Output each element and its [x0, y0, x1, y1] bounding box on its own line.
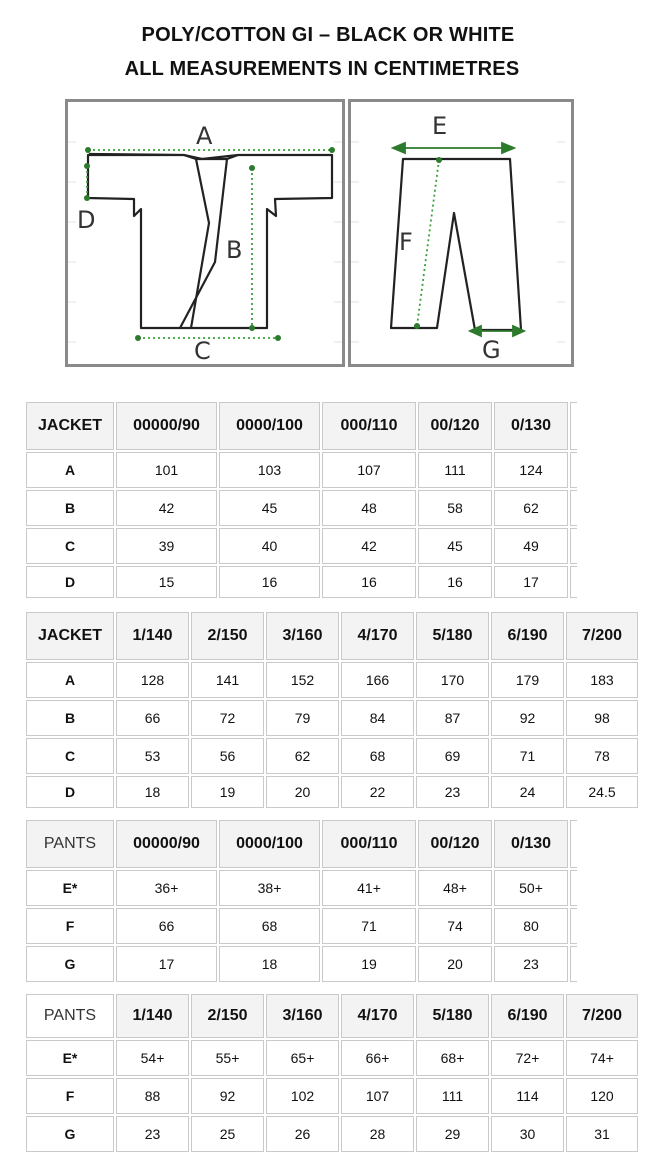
cell: 114 [491, 1078, 564, 1114]
table-edge [570, 566, 577, 598]
cell: 72+ [491, 1040, 564, 1076]
cell: 62 [494, 490, 568, 526]
cell: 66+ [341, 1040, 414, 1076]
table-edge [570, 820, 577, 868]
row-label: F [26, 1078, 114, 1114]
cell: 42 [116, 490, 217, 526]
cell: 74+ [566, 1040, 638, 1076]
title-line-1: POLY/COTTON GI – BLACK OR WHITE [141, 24, 515, 46]
cell: 120 [566, 1078, 638, 1114]
column-header: 2/150 [191, 612, 264, 660]
cell: 87 [416, 700, 489, 736]
table-edge [570, 946, 577, 982]
table-row [26, 946, 577, 982]
column-header: 3/160 [266, 994, 339, 1038]
table-edge [570, 528, 577, 564]
cell: 23 [416, 776, 489, 808]
cell: 107 [322, 452, 416, 488]
cell: 45 [418, 528, 492, 564]
cell: 62 [266, 738, 339, 774]
cell: 56 [191, 738, 264, 774]
cell: 69 [416, 738, 489, 774]
cell: 65+ [266, 1040, 339, 1076]
cell: 30 [491, 1116, 564, 1152]
column-header: 6/190 [491, 612, 564, 660]
row-label: F [26, 908, 114, 944]
table-row [26, 738, 638, 774]
table-row [26, 662, 638, 698]
column-header: 00000/90 [116, 402, 217, 450]
column-header: 2/150 [191, 994, 264, 1038]
column-header: 5/180 [416, 612, 489, 660]
cell: 92 [191, 1078, 264, 1114]
cell: 107 [341, 1078, 414, 1114]
table-row [26, 870, 577, 906]
cell: 166 [341, 662, 414, 698]
cell: 38+ [219, 870, 320, 906]
cell: 24.5 [566, 776, 638, 808]
cell: 111 [416, 1078, 489, 1114]
table-row [26, 1078, 638, 1114]
row-label: C [26, 528, 114, 564]
cell: 50+ [494, 870, 568, 906]
column-header: 5/180 [416, 994, 489, 1038]
pants-diagram [348, 99, 574, 367]
cell: 88 [116, 1078, 189, 1114]
cell: 17 [116, 946, 217, 982]
cell: 53 [116, 738, 189, 774]
table-row [26, 1040, 638, 1076]
cell: 23 [116, 1116, 189, 1152]
jacket-diagram [65, 99, 345, 367]
cell: 92 [491, 700, 564, 736]
cell: 103 [219, 452, 320, 488]
row-label: G [26, 1116, 114, 1152]
cell: 16 [219, 566, 320, 598]
cell: 183 [566, 662, 638, 698]
table-edge [570, 452, 577, 488]
cell: 55+ [191, 1040, 264, 1076]
cell: 54+ [116, 1040, 189, 1076]
cell: 78 [566, 738, 638, 774]
column-header: 00/120 [418, 820, 492, 868]
table-row [26, 908, 577, 944]
column-header: 4/170 [341, 994, 414, 1038]
cell: 74 [418, 908, 492, 944]
column-header: 0/130 [494, 820, 568, 868]
cell: 20 [418, 946, 492, 982]
table-row [26, 700, 638, 736]
table-edge [570, 490, 577, 526]
cell: 68 [219, 908, 320, 944]
cell: 84 [341, 700, 414, 736]
cell: 80 [494, 908, 568, 944]
label-a: A [196, 122, 213, 150]
column-header: 0/130 [494, 402, 568, 450]
row-label: D [26, 776, 114, 808]
cell: 101 [116, 452, 217, 488]
column-header: 0000/100 [219, 820, 320, 868]
cell: 48 [322, 490, 416, 526]
cell: 68+ [416, 1040, 489, 1076]
cell: 18 [116, 776, 189, 808]
cell: 31 [566, 1116, 638, 1152]
label-b: B [226, 236, 243, 264]
column-header: 1/140 [116, 612, 189, 660]
cell: 49 [494, 528, 568, 564]
cell: 152 [266, 662, 339, 698]
cell: 16 [418, 566, 492, 598]
column-header: 4/170 [341, 612, 414, 660]
table-row [26, 566, 577, 598]
table-edge [570, 908, 577, 944]
pants-table-small [24, 818, 579, 984]
cell: 124 [494, 452, 568, 488]
cell: 66 [116, 700, 189, 736]
label-g: G [482, 336, 501, 364]
column-header: 1/140 [116, 994, 189, 1038]
cell: 141 [191, 662, 264, 698]
cell: 45 [219, 490, 320, 526]
label-c: C [194, 337, 211, 364]
cell: 58 [418, 490, 492, 526]
cell: 29 [416, 1116, 489, 1152]
cell: 102 [266, 1078, 339, 1114]
column-header: 000/110 [322, 402, 416, 450]
cell: 36+ [116, 870, 217, 906]
cell: 22 [341, 776, 414, 808]
row-label: E* [26, 1040, 114, 1076]
cell: 170 [416, 662, 489, 698]
cell: 41+ [322, 870, 416, 906]
row-label: C [26, 738, 114, 774]
title-line-2: ALL MEASUREMENTS IN CENTIMETRES [124, 58, 520, 80]
cell: 179 [491, 662, 564, 698]
jacket-table-large [24, 610, 640, 810]
column-header: 00/120 [418, 402, 492, 450]
cell: 72 [191, 700, 264, 736]
cell: 48+ [418, 870, 492, 906]
jacket-table-small [24, 400, 579, 600]
cell: 128 [116, 662, 189, 698]
table-row [26, 776, 638, 808]
table-row [26, 528, 577, 564]
cell: 15 [116, 566, 217, 598]
row-label: B [26, 490, 114, 526]
cell: 98 [566, 700, 638, 736]
cell: 28 [341, 1116, 414, 1152]
table-corner: PANTS [26, 994, 114, 1038]
table-row [26, 1116, 638, 1152]
cell: 24 [491, 776, 564, 808]
cell: 19 [322, 946, 416, 982]
label-e: E [432, 112, 448, 140]
cell: 40 [219, 528, 320, 564]
column-header: 6/190 [491, 994, 564, 1038]
cell: 71 [322, 908, 416, 944]
cell: 19 [191, 776, 264, 808]
table-edge [570, 402, 577, 450]
cell: 26 [266, 1116, 339, 1152]
cell: 16 [322, 566, 416, 598]
cell: 23 [494, 946, 568, 982]
cell: 79 [266, 700, 339, 736]
row-label: D [26, 566, 114, 598]
table-corner: JACKET [26, 612, 114, 660]
label-d: D [77, 206, 96, 234]
cell: 68 [341, 738, 414, 774]
cell: 20 [266, 776, 339, 808]
cell: 25 [191, 1116, 264, 1152]
column-header: 00000/90 [116, 820, 217, 868]
column-header: 3/160 [266, 612, 339, 660]
column-header: 0000/100 [219, 402, 320, 450]
cell: 71 [491, 738, 564, 774]
table-edge [570, 870, 577, 906]
table-corner: JACKET [26, 402, 114, 450]
row-label: E* [26, 870, 114, 906]
column-header: 000/110 [322, 820, 416, 868]
column-header: 7/200 [566, 994, 638, 1038]
column-header: 7/200 [566, 612, 638, 660]
row-label: A [26, 452, 114, 488]
table-row [26, 452, 577, 488]
cell: 66 [116, 908, 217, 944]
cell: 42 [322, 528, 416, 564]
cell: 18 [219, 946, 320, 982]
cell: 111 [418, 452, 492, 488]
table-corner: PANTS [26, 820, 114, 868]
row-label: B [26, 700, 114, 736]
pants-table-large [24, 992, 640, 1154]
label-f: F [399, 228, 413, 256]
cell: 39 [116, 528, 217, 564]
table-row [26, 490, 577, 526]
jacket-drawing [68, 102, 342, 364]
row-label: G [26, 946, 114, 982]
row-label: A [26, 662, 114, 698]
cell: 17 [494, 566, 568, 598]
pants-drawing [351, 102, 571, 364]
